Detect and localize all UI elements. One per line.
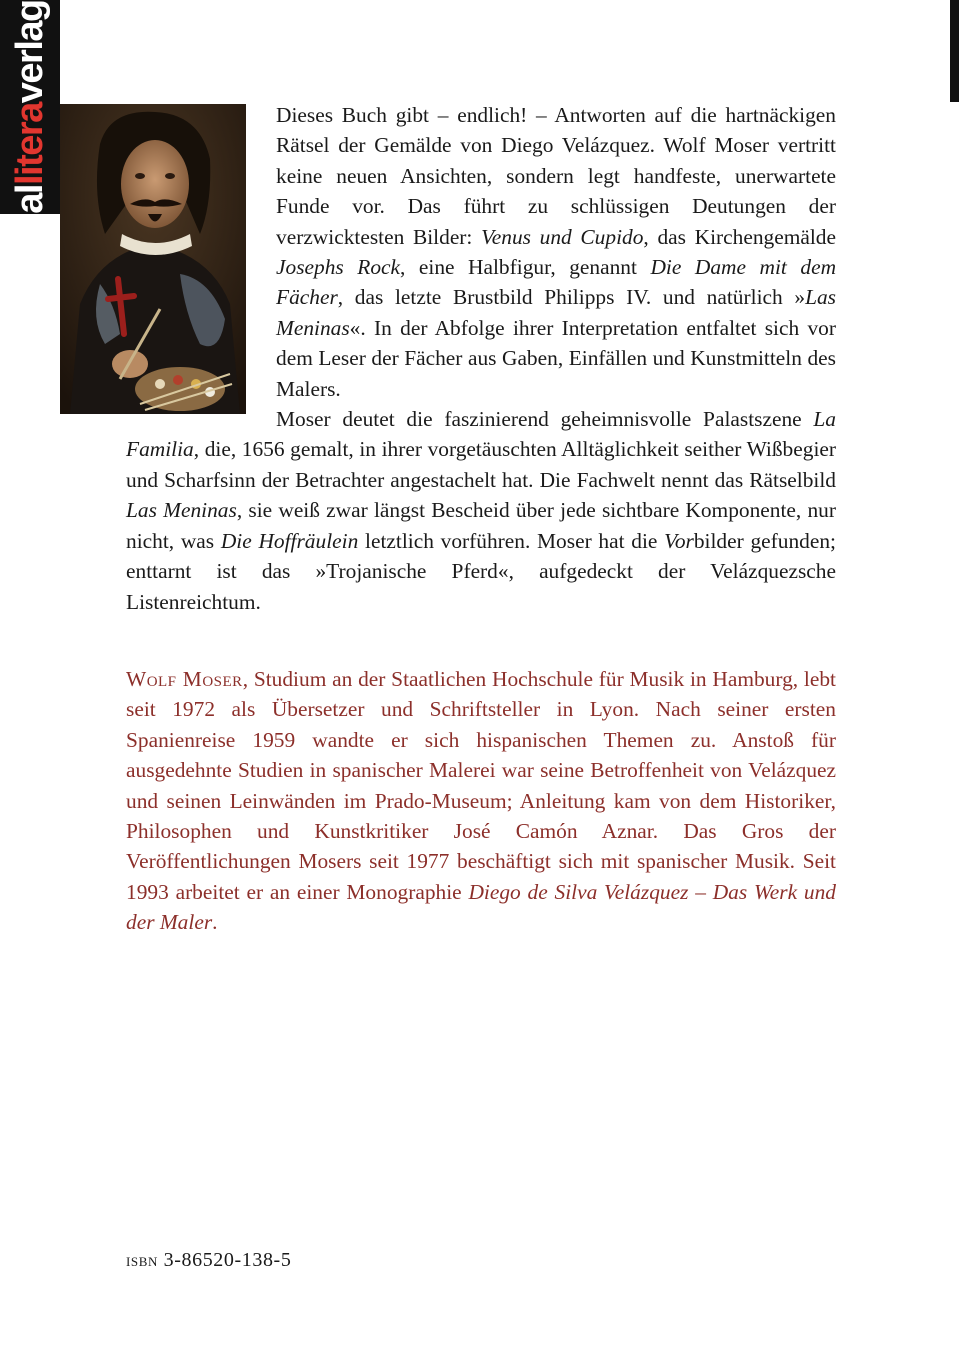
isbn-label: isbn [126,1250,159,1270]
publisher-logo [0,0,60,214]
blurb-paragraph-1: Dieses Buch gibt – endlich! – Antworten auf die hartnäckigen Rätsel der Gemälde von Diego Velázquez. Wolf Moser vertritt keine neuen Ansichten, sondern legt handfeste, unerwartete Funde vor. Das führt zu schlüssigen Deutungen der verzwicktesten Bilder: Venus und Cupido, das Kirchengemälde Josephs Rock, eine Halbfigur, genannt Die Dame mit dem Fächer, das letzte Brustbild Philipps IV. und natürlich »Las Meninas«. In der Abfolge ihrer Interpretation entfaltet sich vor dem Leser der Fächer aus Gaben, Einfällen und Kunstmitteln des Malers. [276,103,837,401]
logo-part-litera: litera [9,103,51,186]
edge-mark [950,0,959,102]
logo-part-verlag: verlag [9,0,51,104]
logo-part-al: al [9,185,51,214]
blurb-text [126,100,836,617]
author-bio: Wolf Moser, Studium an der Staatlichen Hochschule für Musik in Hamburg, lebt seit 1972 als Übersetzer und Schriftsteller in Lyon. Nach seiner ersten Spanienreise 1959 wandte er sich hispanischen Themen zu. Anstoß für ausgedehnte Studien in spanischer Malerei war seine Betroffenheit von Velázquez und seinen Leinwänden im Prado-Museum; Anleitung kam von dem Historiker, Philosophen und Kunstkritiker José Camón Aznar. Das Gros der Veröffentlichungen Mosers seit 1977 beschäftigt sich mit spanischer Musik. Seit 1993 arbeitet er an einer Monographie Diego de Silva Velázquez – Das Werk und der Maler. [126,667,836,935]
monograph-title: Diego de Silva Velázquez – Das Werk und der Maler [126,879,836,935]
author-name: Wolf Moser [126,667,243,691]
publisher-logo-text [11,0,49,214]
blurb-paragraph-2: Moser deutet die faszinierend geheimnisvolle Palastszene La Familia, die, 1656 gemalt, in ihrer vorgetäuschten Alltäglichkeit seither Wißbegier und Scharfsinn der Betrachter angestachelt hat. Die Fachwelt nennt das Rätselbild Las Meninas, sie weiß zwar längst Bescheid über jede sichtbare Komponente, nur nicht, was Die Hoffräulein letztlich vorführen. Moser hat die Vorbilder gefunden; enttarnt ist das »Trojanische Pferd«, aufgedeckt der Velázquezsche Listenreichtum. [126,407,836,614]
isbn [126,1249,291,1272]
isbn-number: 3-86520-138-5 [163,1249,292,1271]
